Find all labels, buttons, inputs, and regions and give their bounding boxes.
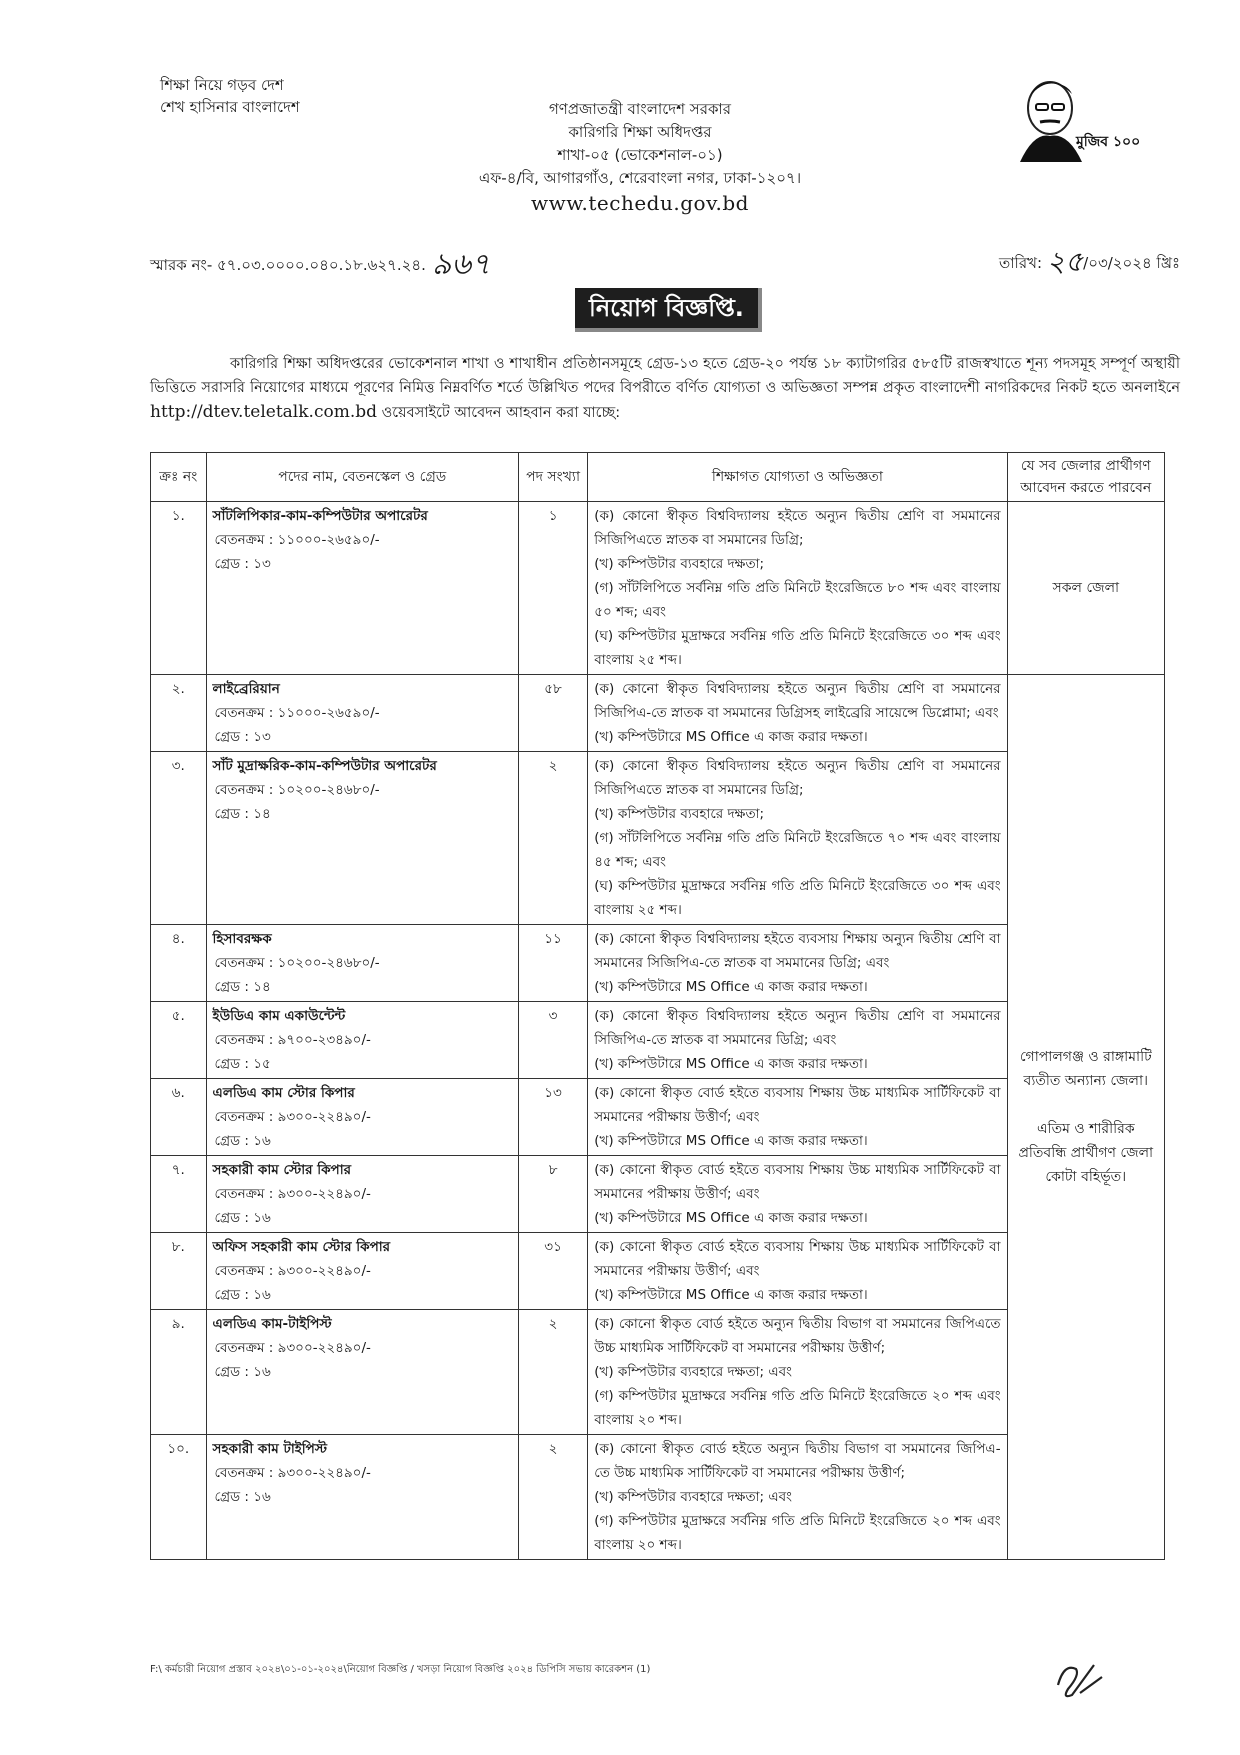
post-grade: গ্রেড : ১৪ [214,806,271,822]
qualification-item: (ঘ) কম্পিউটার মুদ্রাক্ষরে সর্বনিম্ন গতি প্রতি মিনিটে ইংরেজিতে ৩০ শব্দ এবং বাংলায় ২৫ শব্দ। [594,628,1001,668]
row-post-count: ৩ [518,1002,587,1079]
header-count: পদ সংখ্যা [518,453,587,502]
date-label: তারিখ: [998,254,1043,272]
post-name: সাঁটলিপিকার-কাম-কম্পিউটার অপারেটর [212,508,428,524]
qualification-item: (ক) কোনো স্বীকৃত বিশ্ববিদ্যালয় হইতে অন্যুন দ্বিতীয় শ্রেণি বা সমমানের সিজিপিএ-তে স্নাতক বা সমমানের ডিগ্রিসহ লাইব্রেরি সায়েন্সে ডিপ্লোমা; এবং [594,681,1001,721]
row-post [206,1079,518,1156]
qualification-item: (খ) কম্পিউটার ব্যবহারে দক্ষতা; [594,806,765,822]
header-districts: যে সব জেলার প্রার্থীগণ আবেদন করতে পারবেন [1007,453,1164,502]
row-post-count: ২ [518,1435,587,1560]
qualification-item: (খ) কম্পিউটারে MS Office এ কাজ করার দক্ষতা। [594,729,868,745]
row-serial: ৯. [151,1310,207,1435]
row-serial: ৮. [151,1233,207,1310]
qualification-item: (ক) কোনো স্বীকৃত বোর্ড হইতে অন্যুন দ্বিতীয় বিভাগ বা সমমানের জিপিএ-তে উচ্চ মাধ্যমিক সার্টিফিকেট বা সমমানের পরীক্ষায় উত্তীর্ণ; [594,1441,1001,1481]
memo-handwritten-number: ৯৬৭ [431,247,491,282]
row-serial: ৩. [151,752,207,925]
table-body [151,502,1165,1560]
post-scale: বেতনক্রম : ৯৩০০-২২৪৯০/- [214,1340,371,1356]
post-scale: বেতনক্রম : ৯৭০০-২৩৪৯০/- [214,1032,371,1048]
vacancy-table [150,452,1165,1560]
district-group-2: এতিম ও শারীরিক প্রতিবন্ধি প্রার্থীগণ জেলা কোটা বহির্ভূত। [1018,1121,1154,1185]
row-post-count: ১ [518,502,587,675]
qualification-item: (খ) কম্পিউটারে MS Office এ কাজ করার দক্ষতা। [594,1287,868,1303]
row-post [206,1233,518,1310]
mujib-100-logo [1010,70,1140,165]
date-day-handwritten: ২৫ [1046,245,1084,278]
intro-paragraph [150,352,1180,425]
row-post-count: ২ [518,1310,587,1435]
qualification-item: (গ) সাঁটলিপিতে সর্বনিম্ন গতি প্রতি মিনিটে ইংরেজিতে ৭০ শব্দ এবং বাংলায় ৪৫ শব্দ; এবং [594,830,1001,870]
post-scale: বেতনক্রম : ৯৩০০-২২৪৯০/- [214,1263,371,1279]
post-grade: গ্রেড : ১৬ [214,1489,271,1505]
row-post [206,502,518,675]
intro-text-end: ওয়েবসাইটে আবেদন আহবান করা যাচ্ছে: [381,405,621,421]
intro-text: কারিগরি শিক্ষা অধিদপ্তরের ভোকেশনাল শাখা ও শাখাধীন প্রতিষ্ঠানসমূহে গ্রেড-১৩ হতে গ্রেড-২০ পর্যন্ত ১৮ ক্যাটাগরির ৫৮৫টি রাজস্বখাতে শূন্য পদসমূহ সম্পূর্ণ অস্থায়ী ভিত্তিতে সরাসরি নিয়োগের মাধ্যমে পূরণের নিমিত্ত নিম্নবর্ণিত শর্তে উল্লিখিত পদের বিপরীতে বর্ণিত যোগ্যতা ও অভিজ্ঞতা সম্পন্ন প্রকৃত বাংলাদেশী নাগরিকদের নিকট হতে অনলাইনে [150,356,1180,396]
notice-date [999,240,1180,287]
post-scale: বেতনক্রম : ১১০০০-২৬৫৯০/- [214,705,380,721]
motto-line-2: শেখ হাসিনার বাংলাদেশ [160,98,300,116]
post-scale: বেতনক্রম : ১০২০০-২৪৬৮০/- [214,955,380,971]
district-all: সকল জেলা [1052,580,1120,596]
qualification-item: (ক) কোনো স্বীকৃত বিশ্ববিদ্যালয় হইতে অন্যুন দ্বিতীয় শ্রেণি বা সমমানের সিজিপিএ-তে স্নাতক বা সমমানের ডিগ্রি; এবং [594,1008,1001,1048]
post-scale: বেতনক্রম : ১১০০০-২৬৫৯০/- [214,532,380,548]
qualification-item: (ক) কোনো স্বীকৃত বোর্ড হইতে ব্যবসায় শিক্ষায় উচ্চ মাধ্যমিক সার্টিফিকেট বা সমমানের পরীক্ষায় উত্তীর্ণ; এবং [594,1085,1001,1125]
qualification-item: (ক) কোনো স্বীকৃত বিশ্ববিদ্যালয় হইতে অন্যুন দ্বিতীয় শ্রেণি বা সমমানের সিজিপিএতে স্নাতক বা সমমানের ডিগ্রি; [594,758,1001,798]
motto [160,74,300,118]
post-name: সহকারী কাম টাইপিস্ট [212,1441,328,1457]
post-name: সাঁট মুদ্রাক্ষরিক-কাম-কম্পিউটার অপারেটর [212,758,437,774]
qualification-item: (ক) কোনো স্বীকৃত বোর্ড হইতে ব্যবসায় শিক্ষায় উচ্চ মাধ্যমিক সার্টিফিকেট বা সমমানের পরীক্ষায় উত্তীর্ণ; এবং [594,1162,1001,1202]
row-post [206,925,518,1002]
website-link[interactable]: www.techedu.gov.bd [531,191,749,215]
qualification-item: (ক) কোনো স্বীকৃত বিশ্ববিদ্যালয় হইতে অন্যুন দ্বিতীয় শ্রেণি বা সমমানের সিজিপিএতে স্নাতক বা সমমানের ডিগ্রি; [594,508,1001,548]
motto-line-1: শিক্ষা নিয়ে গড়ব দেশ [160,76,284,94]
post-scale: বেতনক্রম : ৯৩০০-২২৪৯০/- [214,1109,371,1125]
header-serial: ক্রঃ নং [151,453,207,502]
qualification-item: (ঘ) কম্পিউটার মুদ্রাক্ষরে সর্বনিম্ন গতি প্রতি মিনিটে ইংরেজিতে ৩০ শব্দ এবং বাংলায় ২৫ শব্দ। [594,878,1001,918]
row-serial: ৪. [151,925,207,1002]
row-qualification [588,502,1007,675]
post-name: এলডিএ কাম স্টোর কিপার [212,1085,355,1101]
post-grade: গ্রেড : ১৩ [214,729,271,745]
post-grade: গ্রেড : ১৬ [214,1210,271,1226]
memo-number [150,240,490,291]
row-post-count: ১৩ [518,1079,587,1156]
qualification-item: (খ) কম্পিউটার ব্যবহারে দক্ষতা; [594,556,765,572]
row-qualification [588,675,1007,752]
row-qualification [588,1002,1007,1079]
qualification-item: (গ) কম্পিউটার মুদ্রাক্ষরে সর্বনিম্ন গতি প্রতি মিনিটে ইংরেজিতে ২০ শব্দ এবং বাংলায় ২০ শব্দ। [594,1513,1001,1553]
qualification-item: (খ) কম্পিউটারে MS Office এ কাজ করার দক্ষতা। [594,979,868,995]
table-row [151,502,1165,675]
row-post [206,752,518,925]
row-qualification [588,925,1007,1002]
row-serial: ৭. [151,1156,207,1233]
district-all-cell [1007,502,1164,675]
gov-line-1: গণপ্রজাতন্ত্রী বাংলাদেশ সরকার [548,100,732,118]
row-post [206,1156,518,1233]
row-post-count: ২ [518,752,587,925]
memo-label: স্মারক নং- ৫৭.০৩.০০০০.০৪০.১৮.৬২৭.২৪. [150,256,426,274]
qualification-item: (খ) কম্পিউটারে MS Office এ কাজ করার দক্ষতা। [594,1210,868,1226]
signature-initial [1050,1655,1110,1705]
post-grade: গ্রেড : ১৬ [214,1287,271,1303]
qualification-item: (ক) কোনো স্বীকৃত বোর্ড হইতে ব্যবসায় শিক্ষায় উচ্চ মাধ্যমিক সার্টিফিকেট বা সমমানের পরীক্ষায় উত্তীর্ণ; এবং [594,1239,1001,1279]
row-post-count: ১১ [518,925,587,1002]
row-post [206,1002,518,1079]
post-scale: বেতনক্রম : ১০২০০-২৪৬৮০/- [214,782,380,798]
header-post: পদের নাম, বেতনস্কেল ও গ্রেড [206,453,518,502]
qualification-item: (খ) কম্পিউটারে MS Office এ কাজ করার দক্ষতা। [594,1133,868,1149]
file-path-footer: F:\ কর্মচারী নিয়োগ প্রস্তাব ২০২৪\০১-০১-২০২৪\নিয়োগ বিজ্ঞপ্তি / খসড়া নিয়োগ বিজ্ঞপ্তি ২০২৪ ডিপিসি সভায় কারেকশন (1) [150,1664,651,1675]
district-restricted-cell [1007,675,1164,1560]
row-serial: ৬. [151,1079,207,1156]
gov-line-3: শাখা-০৫ (ভোকেশনাল-০১) [557,146,723,164]
row-serial: ১০. [151,1435,207,1560]
row-post [206,1435,518,1560]
application-url[interactable]: http://dtev.teletalk.com.bd [150,402,377,422]
row-serial: ১. [151,502,207,675]
row-qualification [588,1079,1007,1156]
qualification-item: (খ) কম্পিউটারে MS Office এ কাজ করার দক্ষতা। [594,1056,868,1072]
post-name: এলডিএ কাম-টাইপিস্ট [212,1316,332,1332]
qualification-item: (গ) কম্পিউটার মুদ্রাক্ষরে সর্বনিম্ন গতি প্রতি মিনিটে ইংরেজিতে ২০ শব্দ এবং বাংলায় ২০ শব্দ। [594,1388,1001,1428]
qualification-item: (ক) কোনো স্বীকৃত বোর্ড হইতে অন্যুন দ্বিতীয় বিভাগ বা সমমানের জিপিএতে উচ্চ মাধ্যমিক সার্টিফিকেট বা সমমানের পরীক্ষায় উত্তীর্ণ; [594,1316,1001,1356]
row-qualification [588,1156,1007,1233]
row-post-count: ৩১ [518,1233,587,1310]
post-grade: গ্রেড : ১৬ [214,1133,271,1149]
row-serial: ২. [151,675,207,752]
post-grade: গ্রেড : ১৫ [214,1056,271,1072]
post-grade: গ্রেড : ১৪ [214,979,271,995]
row-qualification [588,752,1007,925]
qualification-item: (খ) কম্পিউটার ব্যবহারে দক্ষতা; এবং [594,1364,792,1380]
row-post [206,675,518,752]
post-name: অফিস সহকারী কাম স্টোর কিপার [212,1239,391,1255]
government-header [430,98,850,215]
table-row [151,675,1165,752]
post-grade: গ্রেড : ১৬ [214,1364,271,1380]
gov-line-4: এফ-৪/বি, আগারগাঁও, শেরেবাংলা নগর, ঢাকা-১২০৭। [478,169,802,187]
header-qualification: শিক্ষাগত যোগ্যতা ও অভিজ্ঞতা [588,453,1007,502]
district-group-1: গোপালগঞ্জ ও রাঙ্গামাটি ব্যতীত অন্যান্য জেলা। [1019,1049,1152,1089]
qualification-item: (ক) কোনো স্বীকৃত বিশ্ববিদ্যালয় হইতে ব্যবসায় শিক্ষায় অন্যুন দ্বিতীয় শ্রেণি বা সমমানের সিজিপিএ-তে স্নাতক বা সমমানের ডিগ্রি; এবং [594,931,1001,971]
row-post-count: ৮ [518,1156,587,1233]
row-qualification [588,1310,1007,1435]
row-qualification [588,1435,1007,1560]
table-header-row [151,453,1165,502]
post-name: লাইব্রেরিয়ান [212,681,280,697]
gov-line-2: কারিগরি শিক্ষা অধিদপ্তর [568,123,712,141]
post-name: সহকারী কাম স্টোর কিপার [212,1162,352,1178]
notice-title: নিয়োগ বিজ্ঞপ্তি. [575,288,762,332]
row-qualification [588,1233,1007,1310]
qualification-item: (খ) কম্পিউটার ব্যবহারে দক্ষতা; এবং [594,1489,792,1505]
qualification-item: (গ) সাঁটলিপিতে সর্বনিম্ন গতি প্রতি মিনিটে ইংরেজিতে ৮০ শব্দ এবং বাংলায় ৫০ শব্দ; এবং [594,580,1001,620]
date-rest: /০৩/২০২৪ খ্রিঃ [1083,254,1180,272]
post-scale: বেতনক্রম : ৯৩০০-২২৪৯০/- [214,1186,371,1202]
row-serial: ৫. [151,1002,207,1079]
post-grade: গ্রেড : ১৩ [214,556,271,572]
post-scale: বেতনক্রম : ৯৩০০-২২৪৯০/- [214,1465,371,1481]
row-post [206,1310,518,1435]
post-name: ইউডিএ কাম একাউন্টেন্ট [212,1008,346,1024]
row-post-count: ৫৮ [518,675,587,752]
logo-text: মুজিব ১০০ [1076,134,1140,150]
post-name: হিসাবরক্ষক [212,931,272,947]
